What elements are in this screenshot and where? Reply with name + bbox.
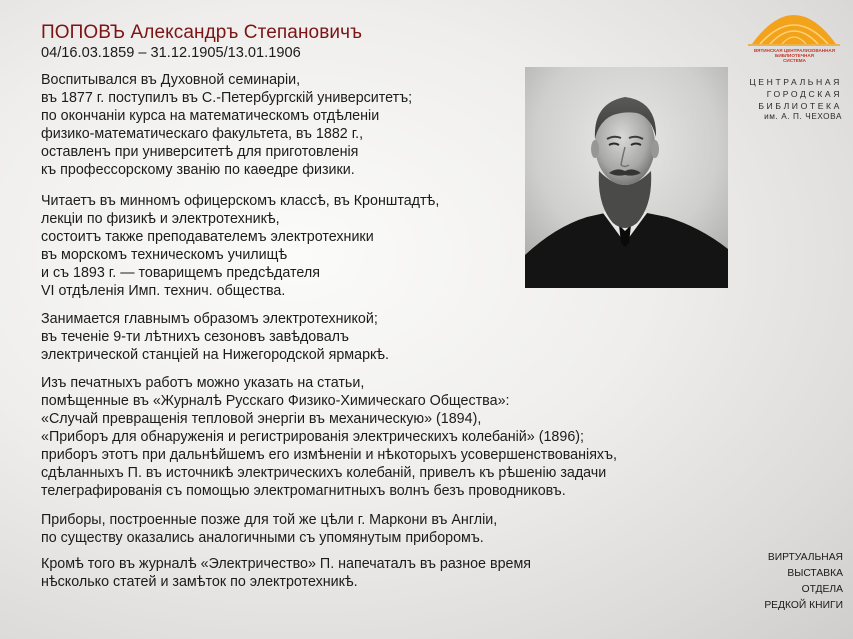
text-line: телеграфированія съ помощью электромагнитныхъ волнъ безъ проводниковъ.: [41, 483, 566, 500]
exhibition-line: ОТДЕЛА: [801, 584, 843, 595]
text-line: Читаетъ въ минномъ офицерскомъ классѣ, въ Кронштадтѣ,: [41, 193, 440, 209]
text-line: лекціи по физикѣ и электротехникѣ,: [41, 211, 280, 228]
logo-caption-line: БИБЛИОТЕЧНАЯ: [775, 53, 814, 58]
exhibition-line: ВИРТУАЛЬНАЯ: [767, 552, 843, 563]
person-name: ПОПОВЪ Александръ Степановичъ: [41, 22, 363, 43]
text-line: сдѣланныхъ П. въ источникѣ электрическихъ колебаній, привелъ къ рѣшенію задачи: [41, 465, 607, 482]
library-name-line: ЦЕНТРАЛЬНАЯ: [749, 77, 842, 87]
exhibition-caption: [764, 550, 843, 614]
text-line: по существу оказались аналогичными съ упомянутым приборомъ.: [41, 530, 484, 547]
paragraph-articles: [41, 555, 531, 591]
paragraph-education: [41, 71, 412, 179]
text-line: Кромѣ того въ журналѣ «Электричество» П. напечаталъ въ разное время: [41, 556, 532, 572]
text-line: нѣсколько статей и замѣток по электротехникѣ.: [41, 574, 358, 591]
library-name-line: ГОРОДСКАЯ: [766, 89, 842, 99]
text-line: по окончаніи курса на математическомъ отдѣленіи: [41, 108, 380, 125]
library-name-line: БИБЛИОТЕКА: [758, 101, 842, 111]
logo-caption: [736, 48, 853, 63]
sun-book-logo-icon: [736, 0, 853, 48]
text-line: VI отдѣленія Имп. технич. общества.: [41, 283, 286, 300]
text-line: и съ 1893 г. — товарищемъ предсѣдателя: [41, 265, 320, 282]
text-line: физико-математическаго факультета, въ 1882 г.,: [41, 126, 364, 143]
text-line: «Случай превращенія тепловой энергіи въ механическую» (1894),: [41, 411, 482, 428]
text-line: Занимается главнымъ образомъ электротехникой;: [41, 311, 378, 327]
text-line: состоитъ также преподавателемъ электротехники: [41, 229, 374, 246]
text-line: Приборы, построенные позже для той же цѣли г. Маркони въ Англіи,: [41, 512, 498, 528]
text-line: помѣщенные въ «Журналѣ Русскаго Физико-Химическаго Общества»:: [41, 393, 510, 410]
text-line: Изъ печатныхъ работъ можно указать на статьи,: [41, 375, 365, 391]
logo-caption-line: ВЯТИНСКАЯ ЦЕНТРАЛИЗОВАННАЯ: [753, 48, 836, 53]
library-name-line: им. А. П. ЧЕХОВА: [764, 112, 842, 121]
text-line: къ профессорскому званію по каѳедре физики.: [41, 162, 355, 179]
exhibition-line: РЕДКОЙ КНИГИ: [764, 600, 843, 611]
exhibition-line: ВЫСТАВКА: [787, 568, 843, 579]
portrait-photo: [525, 67, 728, 288]
portrait-illustration: [525, 67, 728, 288]
life-dates: 04/16.03.1859 – 31.12.1905/13.01.1906: [41, 45, 301, 61]
text-line: приборъ этотъ при дальнѣйшемъ его измѣненіи и нѣкоторыхъ усовершенствованіяхъ,: [41, 447, 617, 464]
paragraph-publications: [41, 374, 617, 500]
text-line: оставленъ при университетѣ для приготовленія: [41, 144, 359, 161]
text-line: въ 1877 г. поступилъ въ С.-Петербургскій университетъ;: [41, 90, 413, 107]
logo-caption-line: СИСТЕМА: [783, 58, 806, 63]
text-line: въ морскомъ техническомъ училищѣ: [41, 247, 288, 264]
paragraph-marconi: [41, 511, 497, 547]
paragraph-electrotechnics: [41, 310, 389, 364]
text-line: въ теченіе 9-ти лѣтнихъ сезоновъ завѣдовалъ: [41, 329, 349, 346]
paragraph-teaching: [41, 192, 439, 300]
text-line: «Приборъ для обнаруженія и регистрированія электрическихъ колебаній» (1896);: [41, 429, 585, 446]
text-line: электрической станціей на Нижегородской ярмаркѣ.: [41, 347, 390, 364]
text-line: Воспитывался въ Духовной семинаріи,: [41, 72, 301, 88]
